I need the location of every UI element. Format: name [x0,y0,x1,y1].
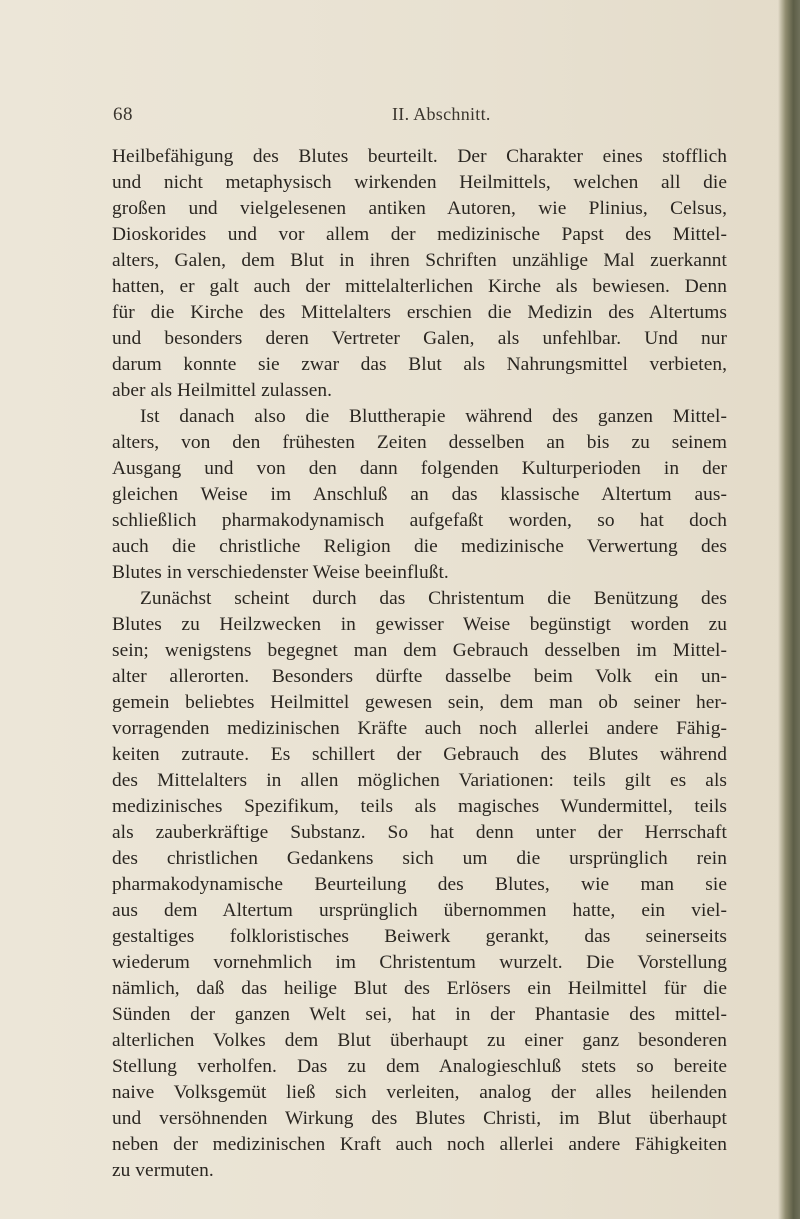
text-line: alters, Galen, dem Blut in ihren Schriften unzählige Mal zuerkannt [112,250,727,271]
text-line: Ausgang und von den dann folgenden Kulturperioden in der [112,458,727,479]
text-line: neben der medizinischen Kraft auch noch allerlei andere Fähigkeiten [112,1134,727,1155]
body-text [112,144,727,1184]
text-line: großen und vielgelesenen antiken Autoren, wie Plinius, Celsus, [112,198,727,219]
page-header [0,104,800,132]
page-number: 68 [113,104,133,125]
text-line: gestaltiges folkloristisches Beiwerk gerankt, das seinerseits [112,926,727,947]
text-line: Heilbefähigung des Blutes beurteilt. Der Charakter eines stofflich [112,146,727,167]
text-line: und versöhnenden Wirkung des Blutes Christi, im Blut überhaupt [112,1108,727,1129]
text-line: für die Kirche des Mittelalters erschien die Medizin des Altertums [112,302,727,323]
text-line: gleichen Weise im Anschluß an das klassische Altertum aus- [112,484,727,505]
text-line: zu vermuten. [112,1160,214,1181]
text-line: aber als Heilmittel zulassen. [112,380,333,401]
text-line: schließlich pharmakodynamisch aufgefaßt worden, so hat doch [112,510,727,531]
text-line: als zauberkräftige Substanz. So hat denn unter der Herrschaft [112,822,727,843]
text-line: Zunächst scheint durch das Christentum die Benützung des [140,588,727,609]
text-line: darum konnte sie zwar das Blut als Nahrungsmittel verbieten, [112,354,727,375]
text-line: alter allerorten. Besonders dürfte dasselbe beim Volk ein un- [112,666,727,687]
text-line: aus dem Altertum ursprünglich übernommen hatte, ein viel- [112,900,727,921]
text-line: hatten, er galt auch der mittelalterlichen Kirche als bewiesen. Denn [112,276,727,297]
running-head: II. Abschnitt. [392,104,491,124]
text-line: alters, von den frühesten Zeiten desselben an bis zu seinem [112,432,727,453]
text-line: medizinisches Spezifikum, teils als magisches Wundermittel, teils [112,796,727,817]
page-edge [778,0,800,1219]
text-line: Ist danach also die Bluttherapie während des ganzen Mittel- [140,406,727,427]
text-line: Blutes in verschiedenster Weise beeinflußt. [112,562,449,583]
text-line: naive Volksgemüt ließ sich verleiten, analog der alles heilenden [112,1082,727,1103]
text-line: vorragenden medizinischen Kräfte auch noch allerlei andere Fähig- [112,718,727,739]
text-line: alterlichen Volkes dem Blut überhaupt zu einer ganz besonderen [112,1030,727,1051]
text-line: pharmakodynamische Beurteilung des Blutes, wie man sie [112,874,727,895]
text-line: des christlichen Gedankens sich um die ursprünglich rein [112,848,727,869]
text-line: und besonders deren Vertreter Galen, als unfehlbar. Und nur [112,328,727,349]
text-line: Stellung verholfen. Das zu dem Analogieschluß stets so bereite [112,1056,727,1077]
text-line: gemein beliebtes Heilmittel gewesen sein, dem man ob seiner her- [112,692,727,713]
text-line: auch die christliche Religion die medizinische Verwertung des [112,536,727,557]
text-line: sein; wenigstens begegnet man dem Gebrauch desselben im Mittel- [112,640,727,661]
text-line: Dioskorides und vor allem der medizinische Papst des Mittel- [112,224,727,245]
text-line: und nicht metaphysisch wirkenden Heilmittels, welchen all die [112,172,727,193]
text-line: wiederum vornehmlich im Christentum wurzelt. Die Vorstellung [112,952,727,973]
text-line: keiten zutraute. Es schillert der Gebrauch des Blutes während [112,744,727,765]
text-line: nämlich, daß das heilige Blut des Erlösers ein Heilmittel für die [112,978,727,999]
text-line: Blutes zu Heilzwecken in gewisser Weise begünstigt worden zu [112,614,727,635]
text-line: des Mittelalters in allen möglichen Variationen: teils gilt es als [112,770,727,791]
text-line: Sünden der ganzen Welt sei, hat in der Phantasie des mittel- [112,1004,727,1025]
